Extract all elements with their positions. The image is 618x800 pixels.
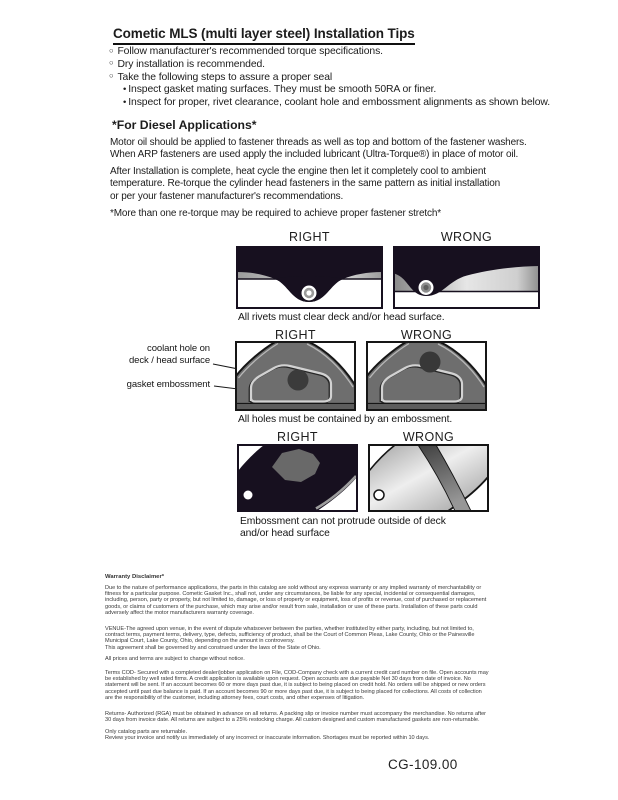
tip-subitem <box>109 84 550 97</box>
tip-text: Inspect gasket mating surfaces. They must be smooth 50RA or finer. <box>128 84 437 96</box>
page-title: Cometic MLS (multi layer steel) Installation Tips <box>113 26 415 45</box>
text-line: adversely affect the motor manufacturers warranty coverage. <box>105 609 254 616</box>
diesel-applications-heading: *For Diesel Applications* <box>112 118 257 132</box>
text-line: statement will be sent. If an account becomes 60 or more days past due, it is subject to being placed on credit hold. No orders will be shipped or new orders <box>105 682 486 689</box>
text-line: goods, or claims of customers of the purchase, which may arise and/or result from sale, installation or use of these parts. Installation of these parts could <box>105 603 478 610</box>
text-line: This agreement shall be governed by and construed under the laws of the State of Ohio. <box>105 644 321 651</box>
tip-item <box>109 46 550 59</box>
text-line: After Installation is complete, heat cycle the engine then let it completely cool to ambient <box>110 166 486 177</box>
warranty-paragraph <box>105 585 486 616</box>
text-line: When ARP fasteners are used apply the included lubricant (Ultra-Torque®) in place of motor oil. <box>110 149 519 161</box>
text-line: Motor oil should be applied to fastener threads as well as top and bottom of the fastener washers. <box>110 137 527 148</box>
text-line: VENUE-The agreed upon venue, in the event of dispute whatsoever between the parties, whether instituted by either party, including, but not limited to, <box>105 626 474 632</box>
text-line: including, person, party or property, but not limited to, damage, or loss of property or equipment, loss of profits or revenue, cost of purchased or replacement <box>105 597 487 604</box>
text-line: coolant hole on <box>147 343 210 354</box>
rivet-icon <box>419 280 434 295</box>
text-line: Returns- Authorized (RGA) must be obtained in advance on all returns. A packing slip or invoice number must accompany the merchandise. No returns after <box>105 711 487 717</box>
fig3-wrong-label: WRONG <box>402 430 455 444</box>
fig2-right-diagram <box>235 341 356 411</box>
terms-paragraph <box>105 670 489 701</box>
text-line: deck / head surface <box>128 354 210 366</box>
dot-bullet-icon: • <box>123 84 127 96</box>
retorque-note <box>110 208 441 220</box>
warranty-disclaimer-heading: Warranty Disclaimer* <box>105 574 165 580</box>
venue-paragraph <box>105 626 474 651</box>
text-line: and/or head surface <box>240 527 330 539</box>
tip-item <box>109 59 550 72</box>
text-line: Review your invoice and notify us immediately of any incorrect or inaccurate information. Shortages must be reported within 10 days. <box>105 735 430 742</box>
fig1-right-label: RIGHT <box>289 230 330 244</box>
circle-bullet-icon: ○ <box>109 71 114 80</box>
installation-tips-list <box>109 46 550 110</box>
coolant-hole <box>420 352 441 373</box>
returns-paragraph <box>105 711 486 723</box>
text-line: Municipal Court, Lake County, Ohio, depending on the amount in controversy. <box>105 638 295 645</box>
rivet-icon <box>302 286 317 301</box>
tip-text: Take the following steps to assure a proper seal <box>117 71 333 83</box>
text-line: fitness for a particular purpose. Cometic Gasket Inc., shall not, under any circumstances, be liable for any special, incidental or consequential damages, <box>105 591 476 598</box>
text-line: Terms COD- Secured with a completed dealer/jobber application on File, COD-Company check with a current credit card number on file. Open accounts may <box>105 670 489 676</box>
catalog-returns-paragraph <box>105 729 429 741</box>
page-code: CG-109.00 <box>388 757 458 772</box>
text-line: be established by well rated firms. A credit application is available upon request. Open accounts are due payable Net 30 days from date of invoice. No <box>105 676 471 683</box>
tip-text: Follow manufacturer's recommended torque specifications. <box>117 46 383 57</box>
rivet-clearance-wrong-graphic <box>393 246 540 309</box>
tip-item <box>109 72 550 85</box>
text-line: 30 days from invoice date. All returns are subject to a 25% restocking charge. All custom designed and custom manufactured gaskets are non-returnable. <box>105 717 480 724</box>
circle-bullet-icon: ○ <box>109 45 114 55</box>
embossment-protrusion-right-graphic <box>237 444 358 512</box>
text-line: Only catalog parts are returnable. <box>105 729 187 735</box>
fig2-wrong-label: WRONG <box>400 328 453 342</box>
text-line: or per your fastener manufacturer's recommendations. <box>110 190 344 202</box>
fig3-right-diagram <box>237 444 358 512</box>
fig3-right-label: RIGHT <box>277 430 318 444</box>
tip-subitem <box>109 97 550 110</box>
text-line: accepted until past due balance is paid. If an account becomes 90 or more days past due, it is subject to being placed for collections. All costs of collection <box>105 688 482 695</box>
text-line: All prices and terms are subject to change without notice. <box>105 656 245 662</box>
fig2-right-label: RIGHT <box>275 328 316 342</box>
dot-bullet-icon: • <box>123 97 127 108</box>
prices-paragraph <box>105 656 245 662</box>
text-line: temperature. Re-torque the cylinder head fasteners in the same pattern as initial installation <box>110 178 501 190</box>
embossment-containment-wrong-graphic <box>366 341 487 411</box>
fig2-caption: All holes must be contained by an embossment. <box>238 414 453 425</box>
fig2-wrong-diagram <box>366 341 487 411</box>
fig3-wrong-diagram <box>368 444 489 512</box>
diesel-paragraph-1 <box>110 137 527 162</box>
fig3-caption <box>240 516 446 539</box>
callout-text: gasket embossment <box>126 379 210 390</box>
text-line: are the responsibility of the customer, including attorney fees, court costs, and other expenses of litigation. <box>105 694 365 701</box>
tip-text: Dry installation is recommended. <box>117 58 265 70</box>
fig1-caption: All rivets must clear deck and/or head surface. <box>238 312 445 323</box>
bolt-hole <box>374 490 384 500</box>
text-line: Embossment can not protrude outside of deck <box>240 516 446 527</box>
text-line: Due to the nature of performance applications, the parts in this catalog are sold without any express warranty or any implied warranty of merchantability or <box>105 585 482 591</box>
rivet-clearance-right-graphic <box>236 246 383 309</box>
coolant-hole <box>288 370 309 391</box>
fig1-right-diagram <box>236 246 383 309</box>
bolt-hole <box>244 491 253 500</box>
fig1-wrong-label: WRONG <box>440 230 493 244</box>
note-text: *More than one re-torque may be required to achieve proper fastener stretch* <box>110 208 442 219</box>
tip-text: Inspect for proper, rivet clearance, coolant hole and embossment alignments as shown below. <box>128 97 551 108</box>
diesel-paragraph-2 <box>110 166 500 203</box>
embossment-containment-right-graphic <box>235 341 356 411</box>
circle-bullet-icon: ○ <box>109 58 114 68</box>
embossment-protrusion-wrong-graphic <box>368 444 489 512</box>
fig1-wrong-diagram <box>393 246 540 309</box>
text-line: contract terms, payment terms, delivery, type, defects, sufficiency of product, shall be the Court of Common Pleas, Lake County, Ohio or the Painesville <box>105 632 475 639</box>
